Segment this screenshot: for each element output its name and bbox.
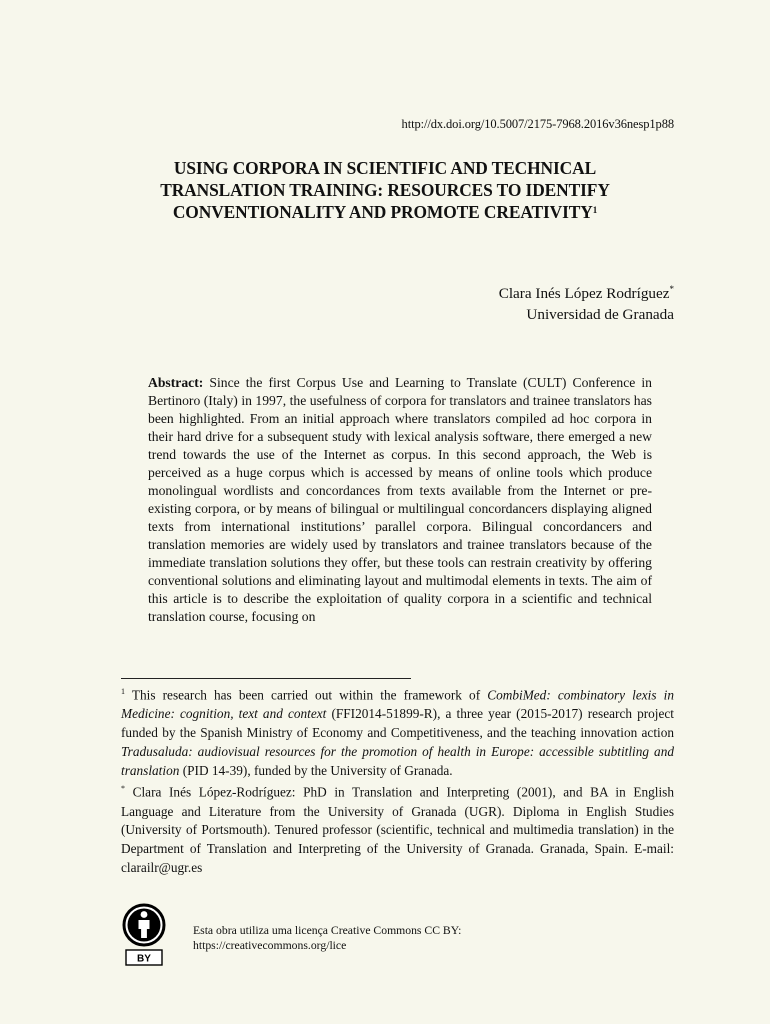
license-url[interactable]: https://creativecommons.org/lice (193, 938, 347, 952)
title-line: USING CORPORA IN SCIENTIFIC AND TECHNICAL (173, 158, 597, 178)
footnote-text: (FFI2014-51899-R), a three year (2015-2017) research project funded by the Spanish Ministry of Economy and Competitiveness, and the teaching innovation action (121, 706, 674, 741)
footnote-2 (121, 780, 674, 877)
footnote-1 (121, 683, 674, 780)
author-name: Clara Inés López Rodríguez (498, 285, 670, 303)
author-affiliation: Universidad de Granada (526, 306, 674, 324)
author-note-ref[interactable]: * (669, 284, 674, 294)
article-title (110, 157, 660, 223)
cc-badge-label: BY (137, 953, 151, 965)
cc-by-person-icon (120, 903, 168, 969)
title-line: TRANSLATION TRAINING: RESOURCES TO IDENTIFY (160, 180, 610, 200)
footnote-text: This research has been carried out within the framework of (125, 687, 488, 703)
footnote-separator (121, 678, 411, 679)
footnote-text: (PID 14-39), funded by the University of Granada. (179, 762, 453, 778)
doi-link[interactable]: http://dx.doi.org/10.5007/2175-7968.2016v36nesp1p88 (401, 117, 674, 131)
footnote-mark: 1 (121, 687, 125, 696)
footnote-ref[interactable]: 1 (592, 205, 598, 215)
footnotes (121, 683, 674, 878)
abstract-text: Since the first Corpus Use and Learning to Translate (CULT) Conference in Bertinoro (Italy) in 1997, the usefulness of corpora for translators and trainee translators has been highlighted. From an initial approach where translators compiled ad hoc corpora in their hard drive for a subsequent study with lexical analysis software, there emerged a new trend towards the use of the Internet as corpus. In this second approach, the Web is perceived as a huge corpus which is accessed by means of online tools which produce monolingual wordlists and concordances from texts available from the Internet or pre-existing corpora, or by means of bilingual or multilingual concordancers displaying aligned texts from international institutions’ parallel corpora. Bilingual concordancers and translation memories are widely used by translators and trainee translators because of the immediate translation solutions they offer, but these tools can restrain creativity by offering conventional solutions and eliminating layout and multimodal elements in texts. The aim of this article is to describe the exploitation of quality corpora in a scientific and technical translation course, focusing on (148, 375, 652, 624)
title-line (110, 201, 660, 223)
project-title: Tradusaluda: audiovisual resources for the promotion of health in Europe: accessible subtitling and translation (121, 743, 674, 778)
title-line-text: CONVENTIONALITY AND PROMOTE CREATIVITY (172, 202, 593, 222)
project-title: CombiMed: combinatory lexis in Medicine: cognition, text and context (121, 687, 674, 722)
abstract-label: Abstract: (148, 375, 204, 390)
footnote-text: Clara Inés López-Rodríguez: PhD in Translation and Interpreting (2001), and BA in English Language and Literature from the University of Granada (UGR). Diploma in English Studies (University of Portsmouth). Tenured professor (scientific, technical and multimedia translation) in the Department of Translation and Interpreting of the University of Granada. Granada, Spain. E-mail: clarailr@ugr.es (121, 784, 674, 876)
license-notice (193, 924, 461, 953)
author-block (499, 279, 674, 325)
cc-by-badge[interactable] (120, 903, 168, 969)
author-name-line (499, 279, 674, 304)
footnote-mark: * (121, 784, 125, 794)
license-text: Esta obra utiliza uma licença Creative Commons CC BY: (193, 924, 462, 937)
abstract (148, 374, 652, 626)
